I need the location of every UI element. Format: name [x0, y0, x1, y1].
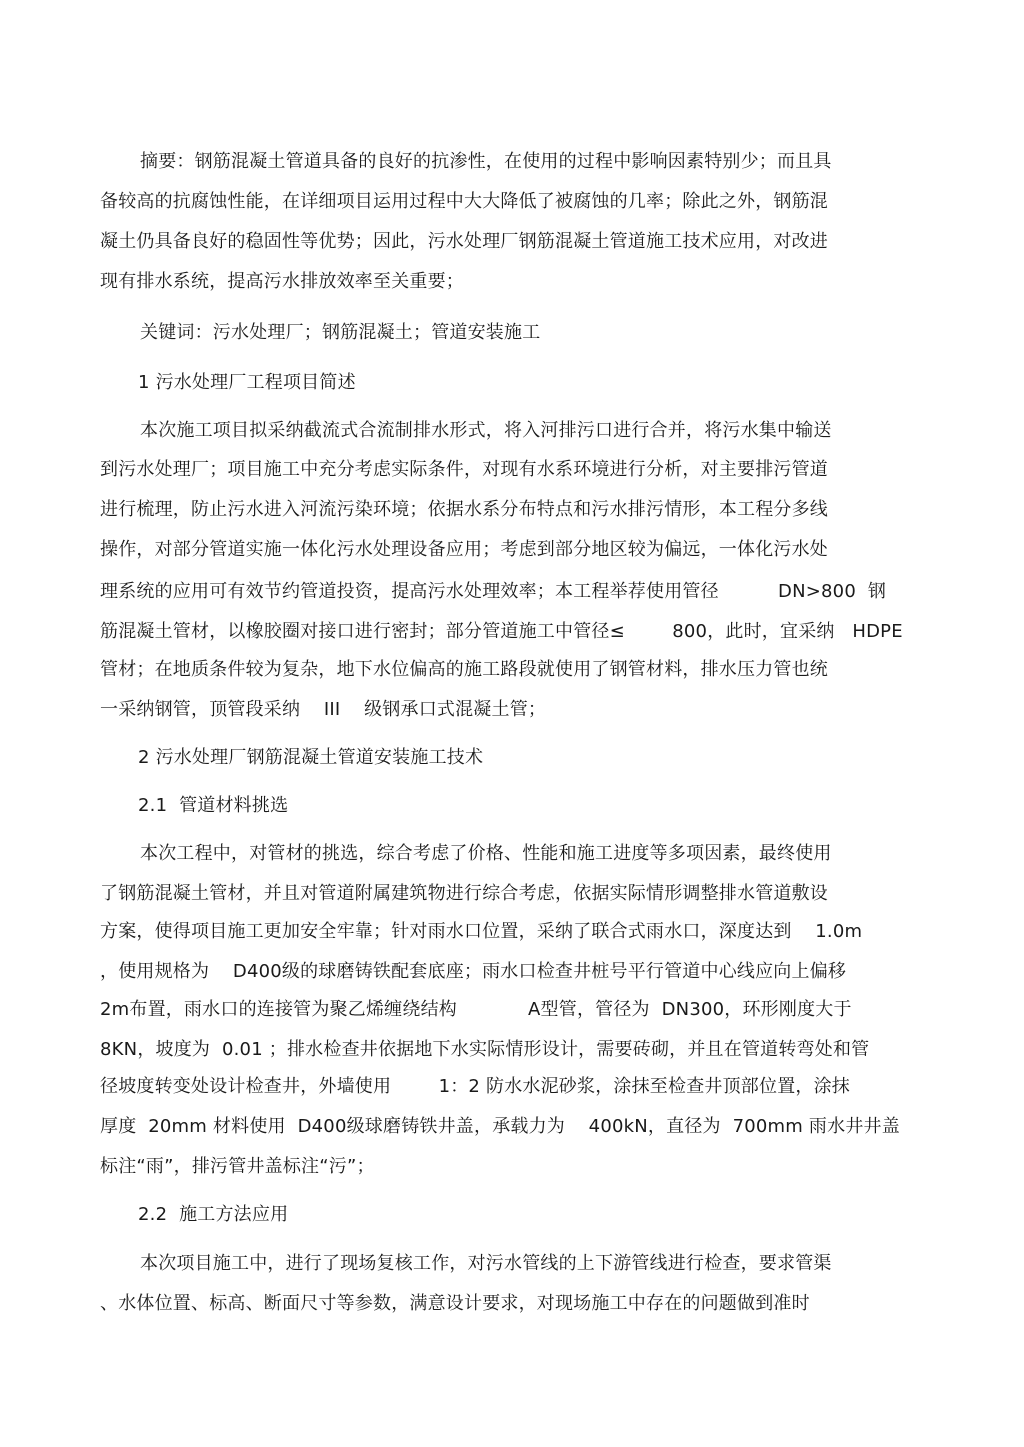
paragraph-line: 筋混凝土管材，以橡胶圈对接口进行密封；部分管道施工中管径≤ 800，此时，宜采纳 HDPE — [100, 621, 903, 642]
paragraph-line: 管材；在地质条件较为复杂，地下水位偏高的施工路段就使用了钢管材料，排水压力管也统 — [100, 659, 828, 680]
subsection-heading: 2.1 管道材料挑选 — [138, 795, 289, 816]
paragraph-line: 径坡度转变处设计检查井，外墙使用 1：2 防水水泥砂浆，涂抹至检查井顶部位置，涂抹 — [100, 1076, 850, 1097]
paragraph-line: 标注“雨”，排污管井盖标注“污”； — [100, 1156, 375, 1177]
keywords: 关键词：污水处理厂；钢筋混凝土；管道安装施工 — [140, 322, 541, 343]
section-heading: 2 污水处理厂钢筋混凝土管道安装施工技术 — [138, 747, 484, 768]
paragraph-line: 进行梳理，防止污水进入河流污染环境；依据水系分布特点和污水排污情形，本工程分多线 — [100, 499, 828, 520]
paragraph-line: 一采纳钢管，顶管段采纳 III 级钢承口式混凝土管； — [100, 699, 547, 720]
paragraph-line: 本次工程中，对管材的挑选，综合考虑了价格、性能和施工进度等多项因素，最终使用 — [140, 843, 832, 864]
abstract-line: 现有排水系统，提高污水排放效率至关重要； — [100, 271, 464, 292]
paragraph-line: 方案，使得项目施工更加安全牢靠；针对雨水口位置，采纳了联合式雨水口，深度达到 1.0m — [100, 921, 863, 942]
paragraph-line: 理系统的应用可有效节约管道投资，提高污水处理效率；本工程举荐使用管径 DN>800 钢 — [100, 581, 887, 602]
subsection-heading: 2.2 施工方法应用 — [138, 1204, 289, 1225]
paragraph-line: 厚度 20mm 材料使用 D400级球磨铸铁井盖，承载力为 400kN，直径为 700mm 雨水井井盖 — [100, 1116, 900, 1137]
paragraph-line: 到污水处理厂；项目施工中充分考虑实际条件，对现有水系环境进行分析，对主要排污管道 — [100, 459, 828, 480]
abstract-line: 摘要：钢筋混凝土管道具备的良好的抗渗性，在使用的过程中影响因素特别少；而且具 — [140, 151, 832, 172]
paragraph-line: 8KN，坡度为 0.01 ；排水检查井依据地下水实际情形设计，需要砖砌，并且在管道转弯处和管 — [100, 1039, 870, 1060]
section-heading: 1 污水处理厂工程项目简述 — [138, 372, 356, 393]
paragraph-line: 了钢筋混凝土管材，并且对管道附属建筑物进行综合考虑，依据实际情形调整排水管道敷设 — [100, 883, 828, 904]
paragraph-line: 本次项目施工中，进行了现场复核工作，对污水管线的上下游管线进行检查，要求管渠 — [140, 1253, 832, 1274]
paragraph-line: 2m布置，雨水口的连接管为聚乙烯缠绕结构 A型管，管径为 DN300，环形刚度大于 — [100, 999, 852, 1020]
paragraph-line: 操作，对部分管道实施一体化污水处理设备应用；考虑到部分地区较为偏远，一体化污水处 — [100, 539, 828, 560]
paragraph-line: 、水体位置、标高、断面尺寸等参数，满意设计要求，对现场施工中存在的问题做到准时 — [100, 1293, 810, 1314]
paragraph-line: ，使用规格为 D400级的球磨铸铁配套底座；雨水口检查井桩号平行管道中心线应向上偏移 — [100, 961, 847, 982]
abstract-line: 备较高的抗腐蚀性能，在详细项目运用过程中大大降低了被腐蚀的几率；除此之外，钢筋混 — [100, 191, 828, 212]
abstract-line: 凝土仍具备良好的稳固性等优势；因此，污水处理厂钢筋混凝土管道施工技术应用，对改进 — [100, 231, 828, 252]
paragraph-line: 本次施工项目拟采纳截流式合流制排水形式，将入河排污口进行合并，将污水集中输送 — [140, 420, 832, 441]
